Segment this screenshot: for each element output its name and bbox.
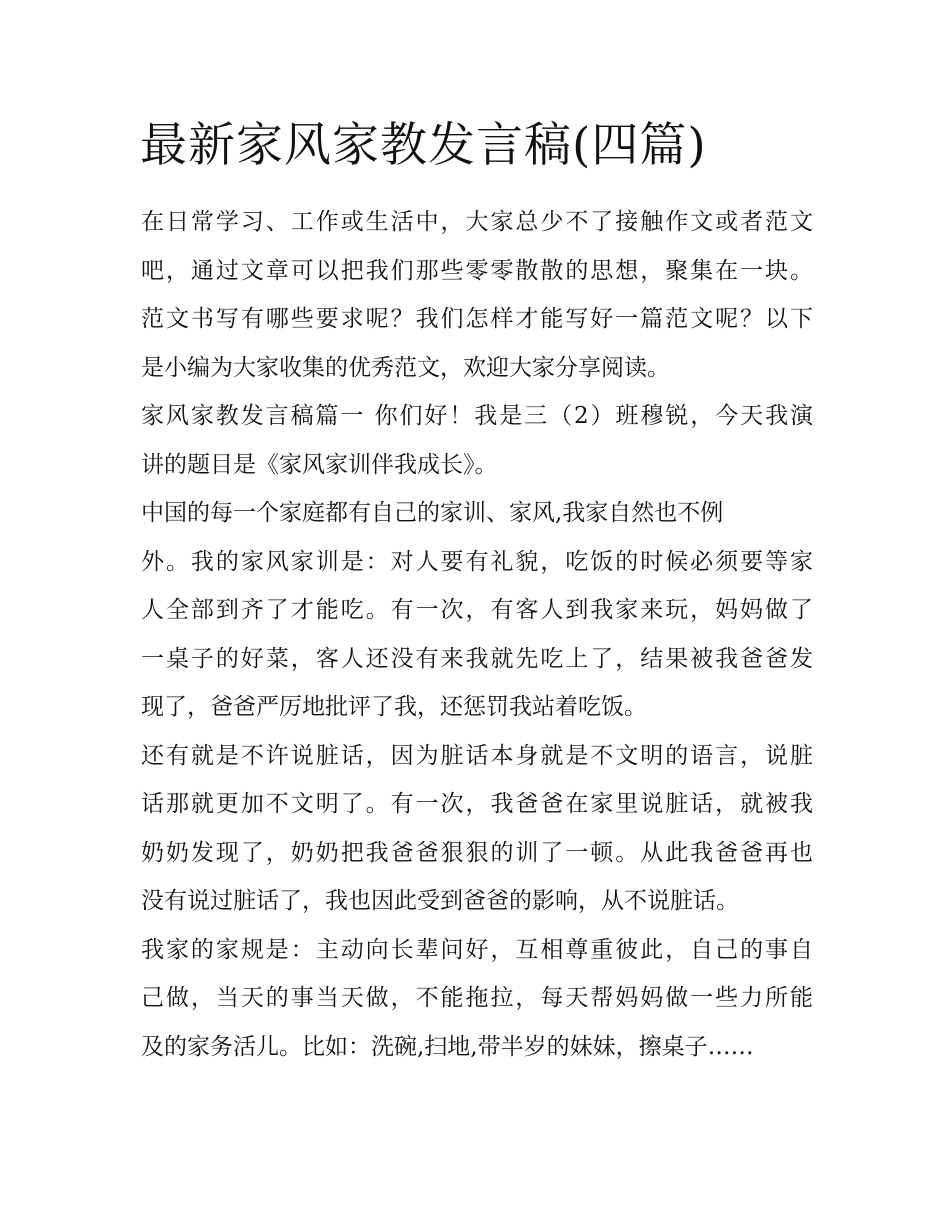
paragraph-intro [141, 198, 813, 392]
text-line: 话那就更加不文明了。有一次，我爸爸在家里说脏话，就被我 [141, 791, 813, 817]
text-line: 现了，爸爸严厉地批评了我，还惩罚我站着吃饭。 [141, 694, 647, 720]
text-line: 讲的题目是《家风家训伴我成长》。 [141, 451, 498, 478]
text-line: 吧，通过文章可以把我们那些零零散散的思想，聚集在一块。 [141, 257, 813, 284]
text-line: 家风家教发言稿篇一 你们好！我是三（2）班穆锐，今天我演 [141, 403, 813, 429]
text-line: 奶奶发现了，奶奶把我爸爸狠狠的训了一顿。从此我爸爸再也 [141, 839, 813, 866]
paragraph-family-rules [141, 489, 813, 732]
text-line: 及的家务活儿。比如：洗碗,扫地,带半岁的妹妹，擦桌子…… [141, 1033, 754, 1060]
text-line: 一桌子的好菜，客人还没有来我就先吃上了，结果被我爸爸发 [141, 645, 813, 672]
paragraph-no-swearing [141, 732, 813, 926]
paragraph-house-rules [141, 926, 813, 1072]
text-line: 在日常学习、工作或生活中，大家总少不了接触作文或者范文 [141, 209, 813, 235]
text-line: 没有说过脏话了，我也因此受到爸爸的影响，从不说脏话。 [141, 888, 739, 914]
text-line: 中国的每一个家庭都有自己的家训、家风,我家自然也不例 [141, 500, 724, 526]
text-line: 我家的家规是：主动向长辈问好，互相尊重彼此，自己的事自 [141, 936, 813, 963]
document-body [141, 198, 813, 1071]
document-title: 最新家风家教发言稿(四篇) [140, 118, 707, 173]
text-line: 还有就是不许说脏话，因为脏话本身就是不文明的语言，说脏 [141, 742, 813, 769]
text-line: 人全部到齐了才能吃。有一次，有客人到我家来玩，妈妈做了 [141, 597, 813, 623]
text-line: 范文书写有哪些要求呢？我们怎样才能写好一篇范文呢？以下 [141, 306, 813, 332]
text-line: 己做，当天的事当天做，不能拖拉，每天帮妈妈做一些力所能 [141, 985, 813, 1011]
text-line: 是小编为大家收集的优秀范文，欢迎大家分享阅读。 [141, 354, 670, 381]
text-line: 外。我的家风家训是：对人要有礼貌，吃饭的时候必须要等家 [141, 548, 813, 575]
paragraph-speech-opening [141, 392, 813, 489]
